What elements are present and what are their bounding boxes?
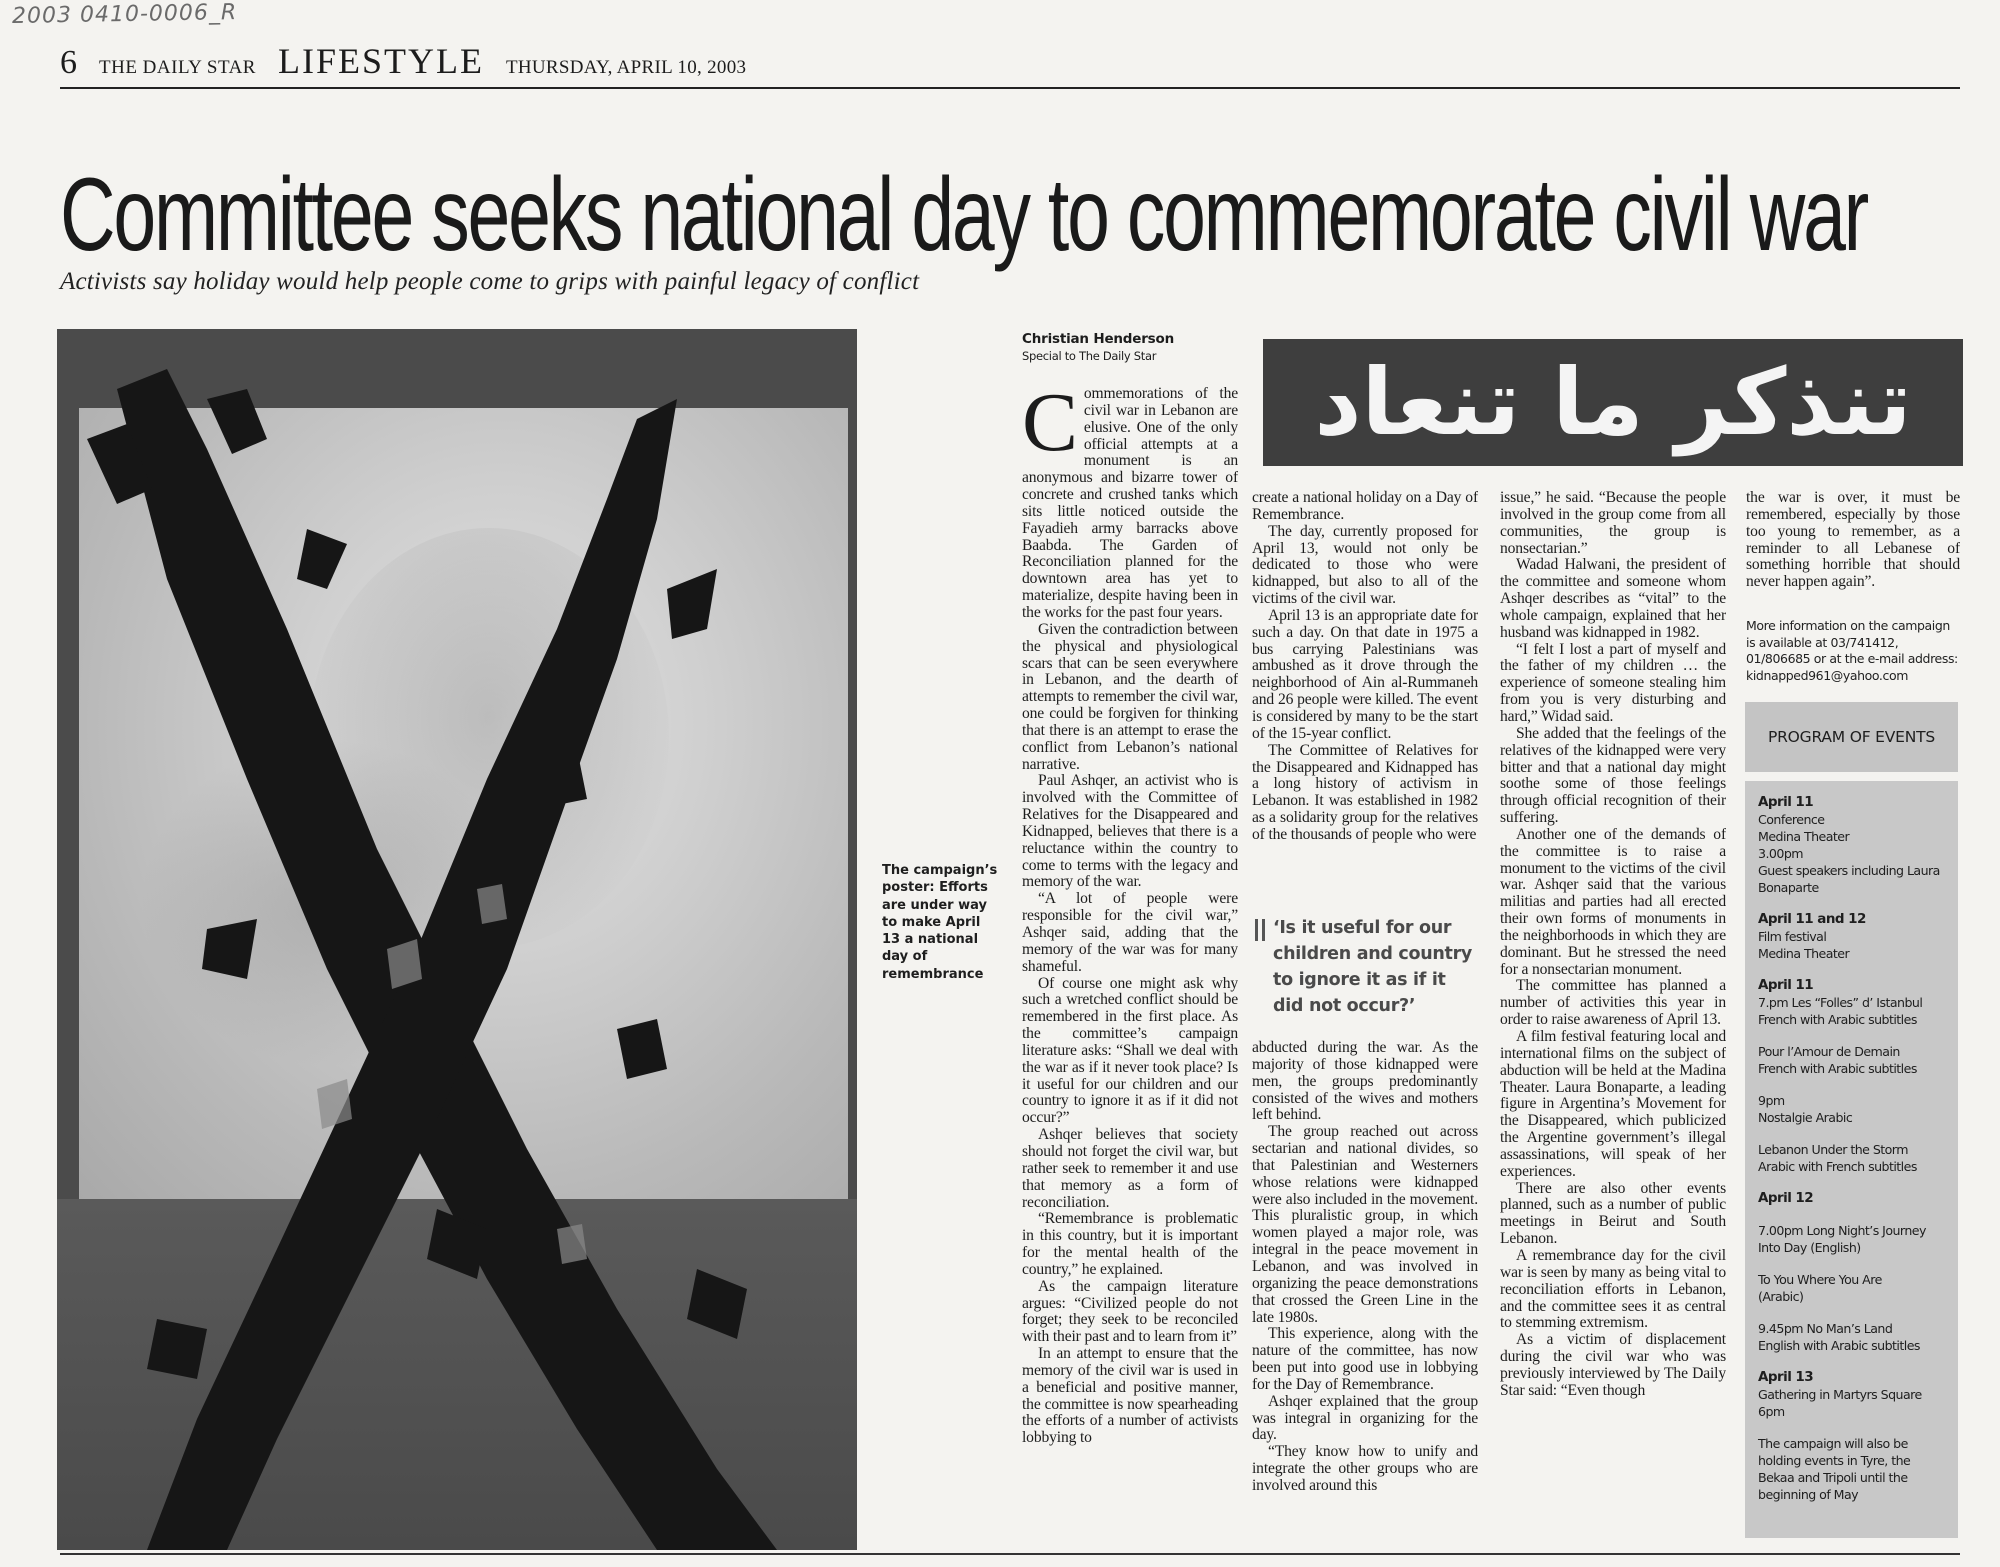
event-block <box>1758 1141 1948 1175</box>
article-paragraph: Ashqer explained that the group was integral in organizing for the day. <box>1252 1392 1478 1444</box>
banner-arabic-text: تنذكر ما تنعاد <box>1314 348 1912 456</box>
article-paragraph: Paul Ashqer, an activist who is involved with the Committee of Relatives for the Disappeared and Kidnapped, believes that there is a reluctance within the country to come to terms with the legacy and memory of the war. <box>1022 772 1238 891</box>
event-block <box>1758 911 1948 962</box>
event-line: French with Arabic subtitles <box>1758 1061 1917 1076</box>
event-block <box>1758 1092 1948 1126</box>
event-block <box>1758 977 1948 1028</box>
event-line: Gathering in Martyrs Square <box>1758 1387 1922 1402</box>
masthead <box>60 40 746 82</box>
arabic-campaign-banner <box>1263 339 1963 466</box>
subheadline: Activists say holiday would help people come to grips with painful legacy of conflict <box>60 268 920 295</box>
issue-date: THURSDAY, APRIL 10, 2003 <box>505 57 747 78</box>
event-date: April 13 <box>1758 1369 1814 1385</box>
event-line: To You Where You Are <box>1758 1272 1882 1287</box>
article-paragraph: April 13 is an appropriate date for such a day. On that date in 1975 a bus carrying Palestinians was ambushed as it drove through the neighborhood of Ain al-Rummaneh and 26 people were killed. The event is considered by many to be the start of the 15-year conflict. <box>1252 606 1478 742</box>
article-column-2-bottom <box>1252 1040 1478 1550</box>
event-block <box>1758 1369 1948 1420</box>
article-paragraph: This experience, along with the nature of the committee, has now been put into good use in lobbying for the Day of Remembrance. <box>1252 1325 1478 1393</box>
headline: Committee seeks national day to commemorate civil war <box>60 157 1868 273</box>
article-paragraph: A remembrance day for the civil war is seen by many as being vital to reconciliation efforts in Lebanon, and the committee sees it as central to stemming extremism. <box>1500 1246 1726 1332</box>
article-paragraph: the war is over, it must be remembered, especially by those too young to remember, as a reminder to all Lebanese of something horrible that should never happen again”. <box>1746 490 1960 591</box>
drop-cap: C <box>1022 386 1078 469</box>
event-line: 9.45pm No Man’s Land <box>1758 1321 1893 1336</box>
program-of-events <box>1745 781 1958 1538</box>
newspaper-name: THE DAILY STAR <box>99 57 256 78</box>
article-paragraph: The Committee of Relatives for the Disappeared and Kidnapped has a long history of activism in Lebanon. It was established in 1982 as a solidarity group for the relatives of the thousands of people who were <box>1252 741 1478 843</box>
article-paragraph <box>1022 386 1238 622</box>
paragraph-text: ommemorations of the civil war in Lebanon are elusive. One of the only official attempts at a monument is an anonymous and bizarre tower of concrete and crushed tanks which sits little noticed outside the Fayadieh army barracks above Baabda. The Garden of Reconciliation planned for the downtown area has yet to materialize, despite having been in the works for the past four years. <box>1022 386 1238 621</box>
program-title: PROGRAM OF EVENTS <box>1745 702 1958 772</box>
article-paragraph: “A lot of people were responsible for the civil war,” Ashqer said, adding that the memory of the war was for many shameful. <box>1022 890 1238 975</box>
article-column-3 <box>1500 490 1726 1550</box>
event-block <box>1758 1222 1948 1256</box>
photo-caption: The campaign’s poster: Efforts are under way to make April 13 a national day of remembrance <box>882 863 998 982</box>
event-line: English with Arabic subtitles <box>1758 1338 1920 1353</box>
event-date: April 12 <box>1758 1190 1814 1206</box>
article-column-4 <box>1746 490 1960 610</box>
article-paragraph: Given the contradiction between the physical and physiological scars that can be seen everywhere in Lebanon, and the dearth of attempts to remember the civil war, one could be forgiven for thinking that there is an attempt to erase the conflict from Lebanon’s national narrative. <box>1022 620 1238 773</box>
article-paragraph: As a victim of displacement during the civil war who was previously interviewed by The Daily Star said: “Even though <box>1500 1331 1726 1399</box>
event-line: 6pm <box>1758 1404 1785 1419</box>
event-block <box>1758 1271 1948 1305</box>
article-paragraph: Another one of the demands of the committee is to raise a monument to the victims of the civil war. Ashqer said that the various militias and parties had all erected their own forms of monuments in the neighborhoods in which they are dominant. But he stressed the need for a nonsectarian monument. <box>1500 825 1726 978</box>
article-paragraph: There are also other events planned, such as a number of public meetings in Beirut and South Lebanon. <box>1500 1179 1726 1248</box>
event-block <box>1758 1043 1948 1077</box>
event-line: (Arabic) <box>1758 1289 1804 1304</box>
pull-quote-text: ‘Is it useful for our children and country to ignore it as if it did not occur?’ <box>1273 918 1473 1016</box>
article-paragraph: Ashqer believes that society should not forget the civil war, but rather seek to remember it and use that memory as a form of reconciliation. <box>1022 1126 1238 1211</box>
page-bottom-rule <box>60 1553 1960 1555</box>
pull-quote <box>1255 915 1480 1019</box>
article-paragraph: The group reached out across sectarian and national divides, so that Palestinian and Westerners whose relations were kidnapped were also included in the movement. This pluralistic group, in which women played a major role, was integral in the peace movement in Lebanon, and was involved in organizing the peace demonstrations that crossed the Green Line in the late 1980s. <box>1252 1123 1478 1326</box>
event-line: Lebanon Under the Storm <box>1758 1142 1908 1157</box>
event-line: Medina Theater <box>1758 829 1850 844</box>
author-affiliation: Special to The Daily Star <box>1022 349 1157 363</box>
article-paragraph: abducted during the war. As the majority of those kidnapped were men, the groups predominantly consisted of the wives and mothers left behind. <box>1252 1040 1478 1124</box>
article-paragraph: Of course one might ask why such a wretched conflict should be remembered in the first place. As the committee’s campaign literature asks: “Shall we deal with the war as if it never took place? Is it useful for our children and our country to ignore it as if it did not occur?” <box>1022 974 1238 1127</box>
event-line: Pour l’Amour de Demain <box>1758 1044 1900 1059</box>
article-paragraph: “They know how to unify and integrate the other groups who are involved around this <box>1252 1443 1478 1494</box>
article-paragraph: “I felt I lost a part of myself and the father of my children … the experience of someone stealing him from you is very disturbing and hard,” Widad said. <box>1500 640 1726 725</box>
article-column-2-top <box>1252 490 1478 898</box>
event-block <box>1758 1435 1948 1503</box>
byline <box>1022 331 1174 363</box>
article-paragraph: “Remembrance is problematic in this country, but it is important for the mental health of the country,” he explained. <box>1022 1210 1238 1278</box>
event-line: Conference <box>1758 812 1825 827</box>
event-date: April 11 <box>1758 794 1814 810</box>
campaign-poster-photo <box>57 329 857 1550</box>
article-paragraph: create a national holiday on a Day of Remembrance. <box>1252 490 1478 523</box>
section-name: LIFESTYLE <box>277 41 484 81</box>
quote-bars-icon <box>1255 919 1265 941</box>
event-line: Medina Theater <box>1758 946 1850 961</box>
author-name: Christian Henderson <box>1022 331 1175 347</box>
poster-x-mark <box>57 329 857 1550</box>
handwritten-archive-note: 2003 0410-0006_R <box>11 0 238 29</box>
article-paragraph: The committee has planned a number of activities this year in order to raise awareness of April 13. <box>1500 977 1726 1029</box>
event-date: April 11 and 12 <box>1758 911 1866 927</box>
article-paragraph: She added that the feelings of the relatives of the kidnapped were very bitter and that a national day might soothe some of those feelings through official recognition of their suffering. <box>1500 724 1726 827</box>
event-line: 7.pm Les “Folles” d’ Istanbul <box>1758 995 1923 1010</box>
event-block <box>1758 794 1948 896</box>
article-paragraph: Wadad Halwani, the president of the committee and someone whom Ashqer describes as “vital” to the whole campaign, explained that her husband was kidnapped in 1982. <box>1500 556 1726 641</box>
more-info-note: More information on the campaign is available at 03/741412, 01/806685 or at the e-mail address: kidnapped961@yahoo.com <box>1746 618 1958 683</box>
event-line: 9pm <box>1758 1093 1785 1108</box>
event-line: 3.00pm <box>1758 846 1804 861</box>
page-number: 6 <box>60 44 77 81</box>
event-line: French with Arabic subtitles <box>1758 1012 1917 1027</box>
event-block <box>1758 1320 1948 1354</box>
article-paragraph: As the campaign literature argues: “Civilized people do not forget; they seek to be reconciled with their past and to learn from it” <box>1022 1277 1238 1346</box>
event-line: The campaign will also be holding events in Tyre, the Bekaa and Tripoli until the beginning of May <box>1758 1436 1911 1502</box>
event-block <box>1758 1190 1948 1207</box>
event-line: Into Day (English) <box>1758 1240 1861 1255</box>
event-line: Film festival <box>1758 929 1827 944</box>
article-paragraph: A film festival featuring local and international films on the subject of abduction will be held at the Madina Theater. Laura Bonaparte, a leading figure in Argentina’s Movement for the Disappeared, which publicized the Argentine government’s illegal assassinations, will speak of her experiences. <box>1500 1028 1726 1180</box>
event-line: 7.00pm Long Night’s Journey <box>1758 1223 1926 1238</box>
article-paragraph: In an attempt to ensure that the memory of the civil war is used in a beneficial and positive manner, the committee is now spearheading the efforts of a number of activists lobbying to <box>1022 1345 1238 1447</box>
event-date: April 11 <box>1758 977 1814 993</box>
masthead-rule <box>60 87 1960 89</box>
article-column-1 <box>1022 386 1238 1550</box>
article-paragraph: The day, currently proposed for April 13, would not only be dedicated to those who were kidnapped, but also to all of the victims of the civil war. <box>1252 522 1478 608</box>
event-line: Guest speakers including Laura Bonaparte <box>1758 863 1940 895</box>
event-line: Arabic with French subtitles <box>1758 1159 1917 1174</box>
article-paragraph: issue,” he said. “Because the people involved in the group come from all communities, the group is nonsectarian.” <box>1500 490 1726 557</box>
event-line: Nostalgie Arabic <box>1758 1110 1853 1125</box>
